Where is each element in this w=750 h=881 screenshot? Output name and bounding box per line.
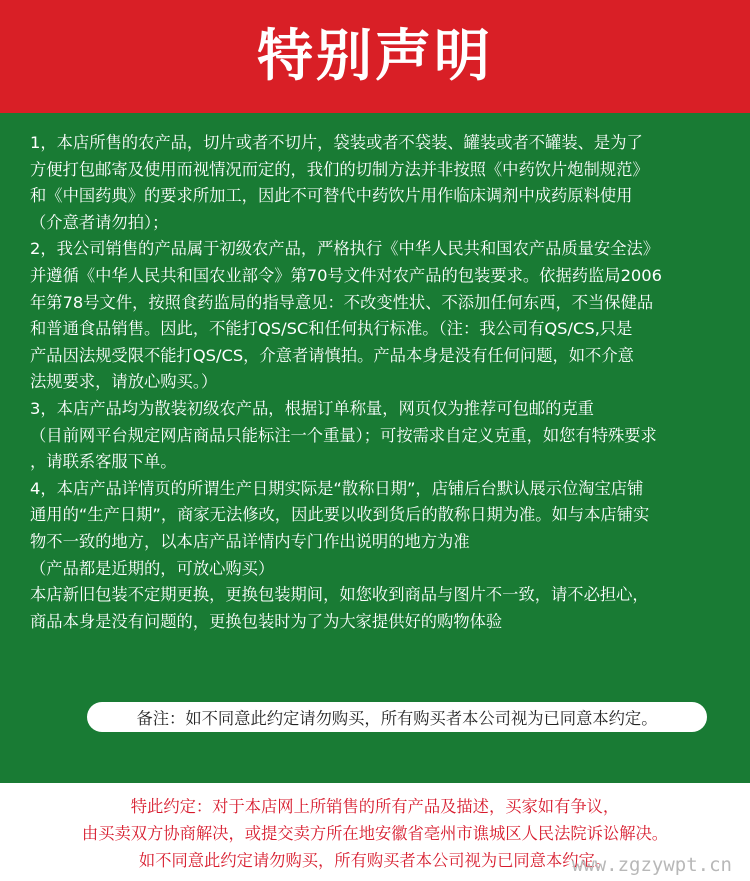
agreement-line-1: 特此约定：对于本店网上所销售的所有产品及描述，买家如有争议， — [130, 797, 620, 816]
page-title: 特别声明 — [257, 23, 493, 89]
agreement-footer — [0, 783, 750, 881]
statement-paragraph-5: 本店新旧包装不定期更换，更换包装期间，如您收到商品与图片不一致，请不必担心， 商品本身是没有问题的，更换包装时为了为大家提供好的购物体验 — [30, 585, 649, 631]
remark-text: 备注：如不同意此约定请勿购买，所有购买者本公司视为已同意本约定。 — [136, 709, 658, 728]
agreement-line-2: 由买卖双方协商解决，或提交卖方所在地安徽省亳州市谯城区人民法院诉讼解决。 — [81, 824, 669, 843]
agreement-line-3: 如不同意此约定请勿购买，所有购买者本公司视为已同意本约定。 — [138, 851, 612, 870]
remark-pill — [87, 702, 707, 732]
statement-body — [30, 130, 735, 635]
title-banner — [0, 0, 750, 113]
site-watermark: www.zgzywpt.cn — [571, 854, 732, 876]
statement-paragraph-1: 1，本店所售的农产品，切片或者不切片，袋装或者不袋装、罐装或者不罐装、是为了 方便打包邮寄及使用而视情况而定的，我们的切制方法并非按照《中药饮片炮制规范》 和《中国药典》的要求所加工，因此不可替代中药饮片用作临床调剂中成药原料使用 （介意者请勿拍）； — [30, 133, 649, 232]
statement-paragraph-4: 4，本店产品详情页的所谓生产日期实际是“散称日期”，店铺后台默认展示位淘宝店铺 通用的“生产日期”，商家无法修改，因此要以收到货后的散称日期为准。如与本店铺实 物不一致的地方，以本店产品详情内专门作出说明的地方为准 （产品都是近期的，可放心购买） — [30, 478, 650, 578]
statement-panel — [0, 113, 750, 783]
statement-paragraph-3: 3，本店产品均为散装初级农产品，根据订单称量，网页仅为推荐可包邮的克重 （目前网平台规定网店商品只能标注一个重量）；可按需求自定义克重，如您有特殊要求 ，请联系客服下单。 — [30, 398, 657, 472]
statement-paragraph-2: 2，我公司销售的产品属于初级农产品，严格执行《中华人民共和国农产品质量安全法》 并遵循《中华人民共和国农业部令》第70号文件对农产品的包装要求。依据药监局2006 年第78号文件，按照食药监局的指导意见：不改变性状、不添加任何东西，不当保健品 和普通食品销售。因此，不能打QS/SC和任何执行标准。（注：我公司有QS/CS,只是 产品因法规受限不能打QS/CS，介意者请慎拍。产品本身是没有任何问题，如不介意 法规要求，请放心购买。） — [30, 239, 662, 392]
